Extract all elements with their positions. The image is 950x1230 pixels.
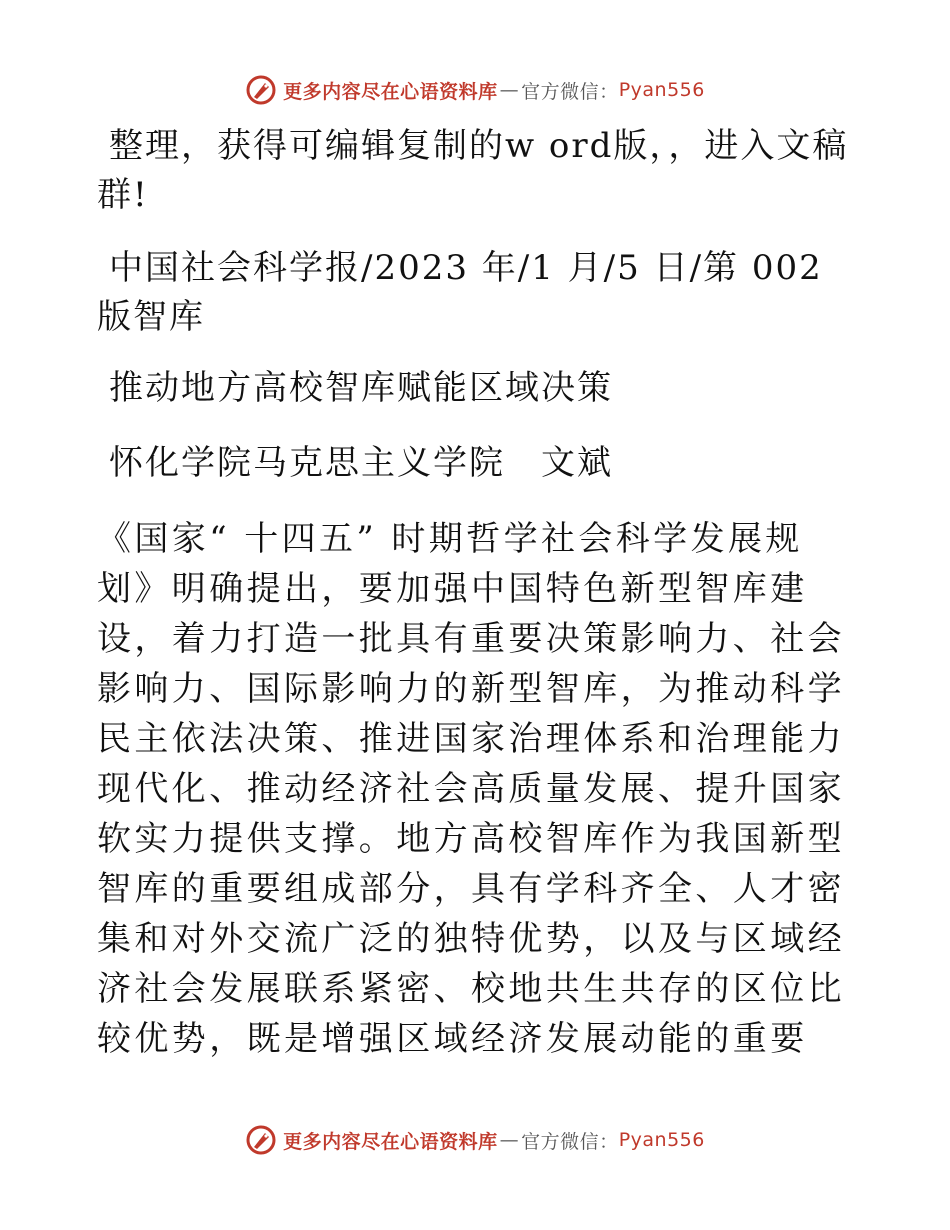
watermark-wechat-id: Pyan556: [618, 79, 705, 101]
watermark-wechat-id: Pyan556: [618, 1129, 705, 1151]
body-paragraph: 《国家“ 十四五” 时期哲学社会科学发展规划》明确提出，要加强中国特色新型智库建设，着力打造一批具有重要决策影响力、社会影响力、国际影响力的新型智库，为推动科学民主依法决策、推进国家治理体系和治理能力现代化、推动经济社会高质量发展、提升国家软实力提供支撑。地方高校智库作为我国新型智库的重要组成部分，具有学科齐全、人才密集和对外交流广泛的独特优势，以及与区域经济社会发展联系紧密、校地共生共存的区位比较优势，既是增强区域经济发展动能的重要: [97, 519, 845, 1059]
header-watermark: [0, 70, 950, 110]
intro-paragraph: 整理，获得可编辑复制的w ord版，，进入文稿群!: [97, 126, 849, 215]
document-body: [97, 120, 857, 1064]
article-author: 怀化学院马克思主义学院 文斌: [109, 443, 613, 483]
watermark-label: 官方微信：: [521, 1130, 619, 1153]
pen-nib-circle-icon: [245, 1124, 277, 1156]
pen-nib-circle-icon: [245, 74, 277, 106]
footer-watermark: [0, 1120, 950, 1160]
watermark-separator: —: [499, 79, 520, 101]
watermark-site-text: 更多内容尽在心语资料库: [283, 1130, 498, 1153]
watermark-site-text: 更多内容尽在心语资料库: [283, 80, 498, 103]
article-title: 推动地方高校智库赋能区域决策: [109, 368, 613, 408]
watermark-label: 官方微信：: [521, 80, 619, 103]
watermark-separator: —: [499, 1129, 520, 1151]
source-line: 中国社会科学报/2023 年/1 月/5 日/第 002 版智库: [97, 248, 823, 337]
